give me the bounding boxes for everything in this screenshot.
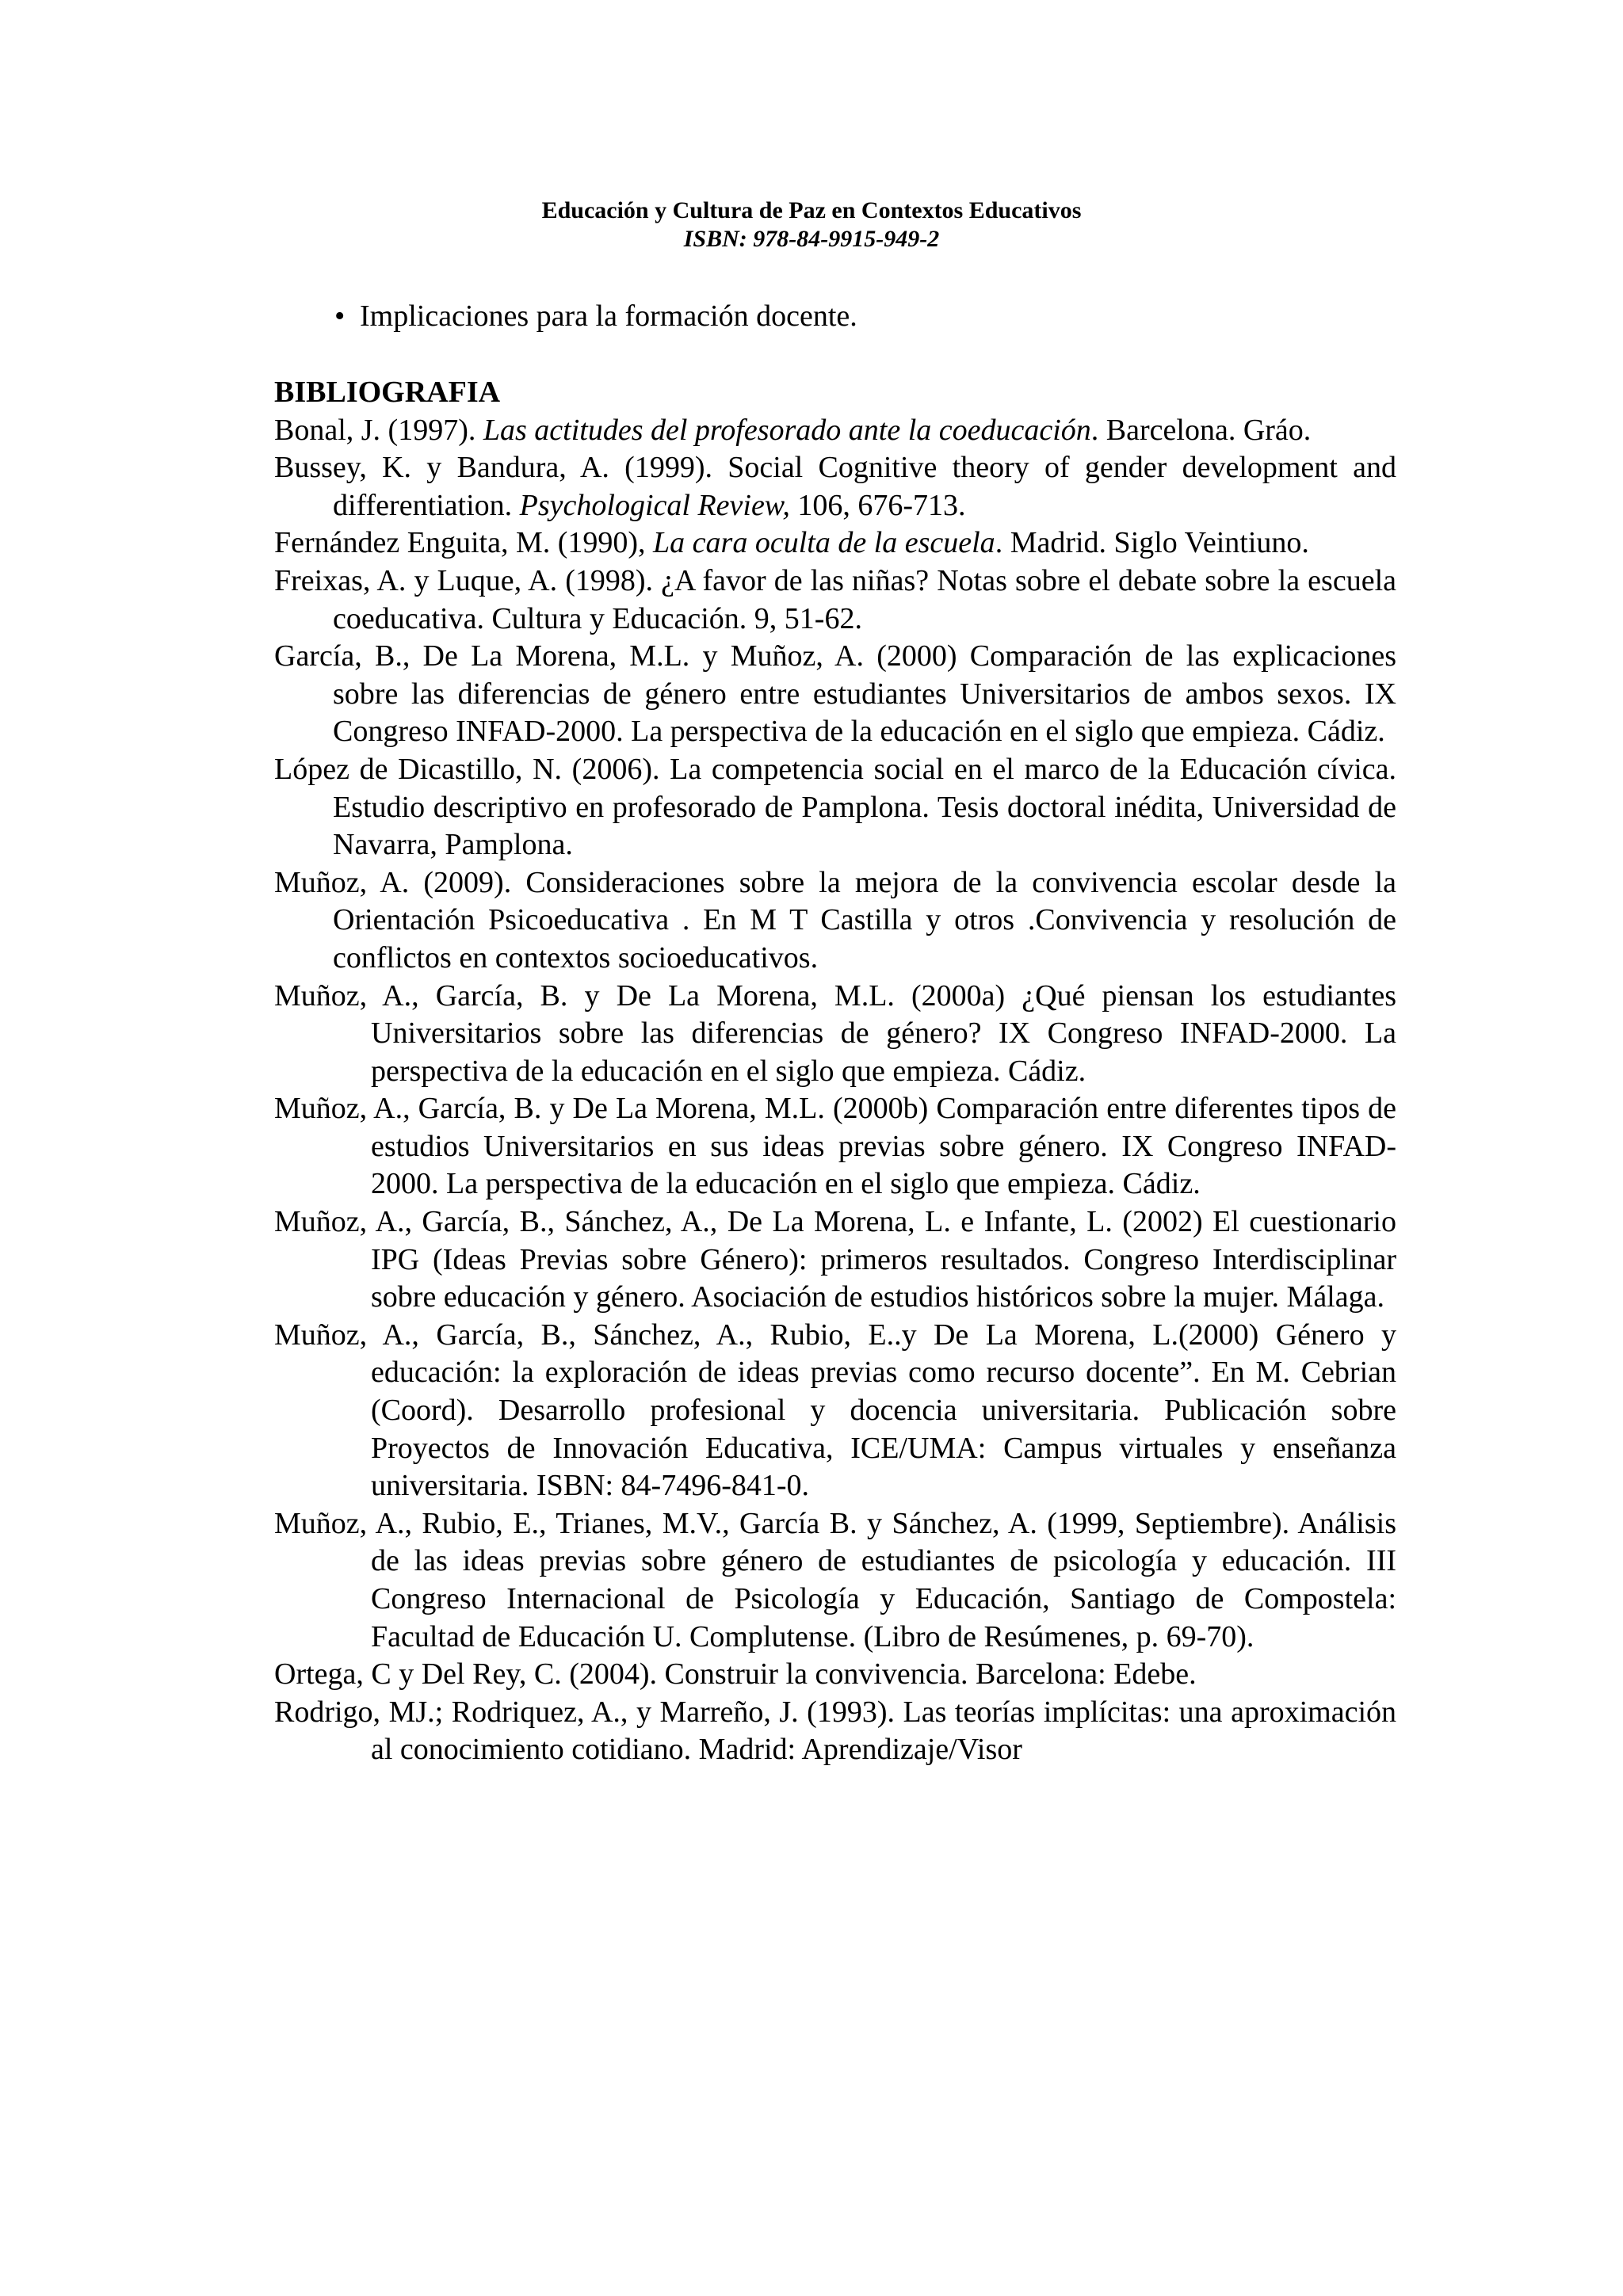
- reference-text: García, B., De La Morena, M.L. y Muñoz, A. (2000) Comparación de las explicaciones sobre las diferencias de género entre estudiantes Universitarios de ambos sexos. IX Congreso INFAD-2000. La perspectiva de la educación en el siglo que empieza. Cádiz.: [274, 639, 1396, 749]
- reference-italic-title: La cara oculta de la escuela: [653, 526, 995, 560]
- bullet-symbol: •: [334, 299, 346, 333]
- reference-entry: [274, 1656, 1396, 1694]
- reference-entry: [274, 563, 1396, 638]
- reference-entry: [274, 751, 1396, 864]
- reference-text: Muñoz, A., García, B. y De La Morena, M.L. (2000a) ¿Qué piensan los estudiantes Universitarios sobre las diferencias de género? IX Congreso INFAD-2000. La perspectiva de la educación en el siglo que empieza. Cádiz.: [274, 978, 1396, 1088]
- reference-text: Ortega, C y Del Rey, C. (2004). Construir la convivencia. Barcelona: Edebe.: [274, 1657, 1197, 1691]
- header-title: Educación y Cultura de Paz en Contextos Educativos: [541, 197, 1082, 223]
- reference-text: Muñoz, A. (2009). Consideraciones sobre la mejora de la convivencia escolar desde la Orientación Psicoeducativa . En M T Castilla y otros .Convivencia y resolución de conflictos en contextos socioeducativos.: [274, 865, 1396, 974]
- reference-text: Freixas, A. y Luque, A. (1998). ¿A favor de las niñas? Notas sobre el debate sobre la escuela coeducativa. Cultura y Educación. 9, 51-62.: [274, 563, 1396, 635]
- reference-text: Muñoz, A., Rubio, E., Trianes, M.V., García B. y Sánchez, A. (1999, Septiembre). Análisis de las ideas previas sobre género de estudiantes de psicología y educación. III Congreso Internacional de Psicología y Educación, Santiago de Compostela: Facultad de Educación U. Complutense. (Libro de Resúmenes, p. 69-70).: [274, 1506, 1396, 1653]
- reference-text: Muñoz, A., García, B., Sánchez, A., De La Morena, L. e Infante, L. (2002) El cuestionario IPG (Ideas Previas sobre Género): primeros resultados. Congreso Interdisciplinar sobre educación y género. Asociación de estudios históricos sobre la mujer. Málaga.: [274, 1205, 1396, 1314]
- reference-text: López de Dicastillo, N. (2006). La competencia social en el marco de la Educación cívica. Estudio descriptivo en profesorado de Pamplona. Tesis doctoral inédita, Universidad de Navarra, Pamplona.: [274, 752, 1396, 862]
- reference-entry: [274, 978, 1396, 1091]
- reference-entry: [274, 1203, 1396, 1317]
- reference-text: Bussey, K. y Bandura, A. (1999). Social Cognitive theory of gender development and differentiation.: [274, 451, 1396, 522]
- reference-text: Rodrigo, MJ.; Rodriquez, A., y Marreño, J. (1993). Las teorías implícitas: una aproximación al conocimiento cotidiano. Madrid: Aprendizaje/Visor: [274, 1695, 1396, 1767]
- section-heading: BIBLIOGRAFIA: [274, 376, 501, 409]
- reference-entry: [274, 864, 1396, 978]
- reference-text: Muñoz, A., García, B., Sánchez, A., Rubio, E..y De La Morena, L.(2000) Género y educación: la exploración de ideas previas como recurso docente”. En M. Cebrian (Coord). Desarrollo profesional y docencia universitaria. Publicación sobre Proyectos de Innovación Educativa, ICE/UMA: Campus virtuales y enseñanza universitaria. ISBN: 84-7496-841-0.: [274, 1318, 1396, 1503]
- reference-entry: [274, 524, 1396, 563]
- bullet-text: Implicaciones para la formación docente.: [360, 299, 857, 333]
- reference-text: . Barcelona. Gráo.: [1090, 413, 1312, 447]
- reference-entry: [274, 1317, 1396, 1505]
- header-isbn: ISBN: 978-84-9915-949-2: [683, 226, 940, 252]
- reference-entry: [274, 1090, 1396, 1203]
- reference-entry: [274, 412, 1396, 450]
- reference-text: Bonal, J. (1997).: [274, 413, 483, 447]
- reference-entry: [274, 638, 1396, 751]
- reference-entry: [274, 1694, 1396, 1769]
- page-header: [0, 196, 1623, 254]
- reference-text: Fernández Enguita, M. (1990),: [274, 526, 654, 560]
- reference-text: . Madrid. Siglo Veintiuno.: [995, 526, 1309, 560]
- reference-text: Muñoz, A., García, B. y De La Morena, M.L. (2000b) Comparación entre diferentes tipos de estudios Universitarios en sus ideas previas sobre género. IX Congreso INFAD-2000. La perspectiva de la educación en el siglo que empieza. Cádiz.: [274, 1092, 1396, 1201]
- bibliography-section: [274, 374, 1396, 1769]
- reference-entry: [274, 1505, 1396, 1656]
- reference-italic-title: Las actitudes del profesorado ante la coeducación: [483, 413, 1091, 447]
- reference-entry: [274, 449, 1396, 524]
- reference-text: 106, 676-713.: [789, 488, 966, 522]
- reference-italic-title: Psychological Review,: [519, 488, 790, 522]
